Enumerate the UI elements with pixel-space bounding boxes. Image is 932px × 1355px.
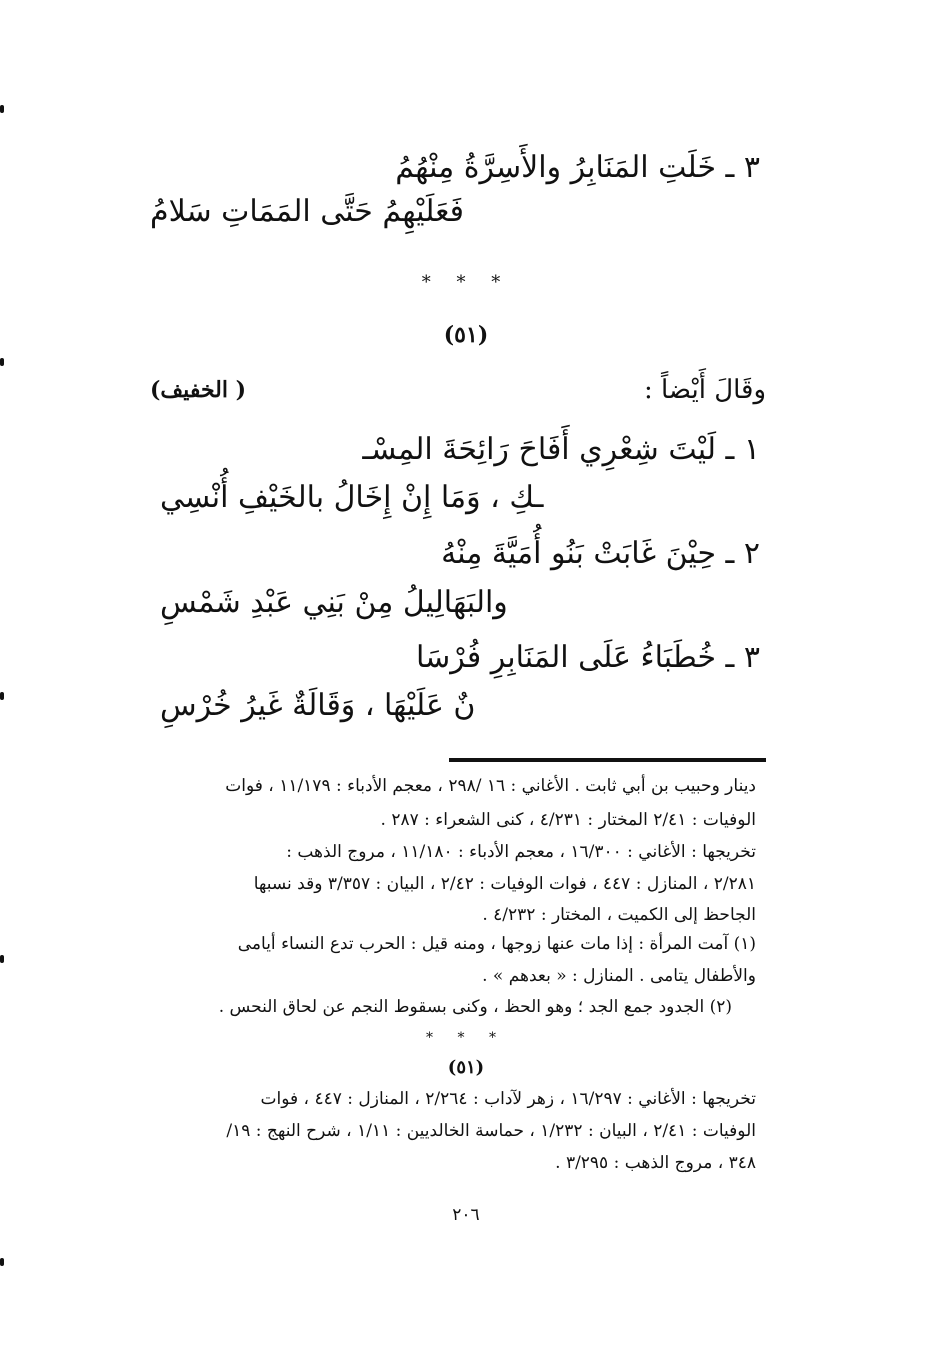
page-number: ٢٠٦: [452, 1205, 480, 1225]
poem50-verse3-second-hemistich: فَعَلَيْهِمُ حَتَّى المَمَاتِ سَلامُ: [150, 194, 464, 229]
poem-number: (٥١): [443, 322, 489, 348]
poem51-verse2-second-hemistich: والبَهَالِيلُ مِنْ بَنِي عَبْدِ شَمْسِ: [160, 585, 508, 620]
footnote-separator: * * *: [426, 1030, 506, 1046]
footnote-line: دينار وحبيب بن أبي ثابت . الأغاني : ١٦ /٢٩٨ ، معجم الأدباء : ١١/١٧٩ ، فوات: [225, 776, 756, 796]
scan-mark: [0, 955, 4, 963]
footnote-divider: [449, 758, 766, 762]
footnote-poem-number: (٥١): [447, 1057, 485, 1078]
footnote-line: ٢/٢٨١ ، المنازل : ٤٤٧ ، فوات الوفيات : ٢/٤٢ ، البيان : ٣/٣٥٧ وقد نسبها: [253, 874, 756, 894]
poem51-verse3-first-hemistich: ٣ ـ خُطَبَاءُ عَلَى المَنَابِرِ فُرْسَا: [416, 640, 760, 675]
section-separator: * * *: [421, 272, 511, 293]
footnote-line: تخريجها : الأغاني : ١٦/٣٠٠ ، معجم الأدباء : ١١/١٨٠ ، مروج الذهب :: [286, 842, 756, 862]
footnote-1: (١) آمت المرأة : إذا مات عنها زوجها ، ومنه قيل : الحرب تدع النساء أيامى: [237, 934, 756, 954]
scan-mark: [0, 1258, 4, 1266]
scan-mark: [0, 358, 4, 366]
footnote-2: (٢) الجدود جمع الجد ؛ وهو الحظ ، وكنى بسقوط النجم عن لحاق النحس .: [218, 997, 732, 1017]
poem51-verse2-first-hemistich: ٢ ـ حِيْنَ غَابَتْ بَنُو أُمَيَّةَ مِنْهُ: [441, 536, 760, 571]
poem51-verse1-second-hemistich: ـكِ ، وَمَا إِنْ إِخَالُ بالخَيْفِ أُنْسِي: [160, 480, 544, 515]
scan-mark: [0, 105, 4, 113]
footnote-line: الجاحظ إلى الكميت ، المختار : ٤/٢٣٢ .: [482, 905, 756, 925]
footnote-line: الوفيات : ٢/٤١ المختار : ٤/٢٣١ ، كنى الشعراء : ٢٨٧ .: [380, 810, 756, 830]
poem51-intro: وقَالَ أَيْضاً :: [643, 375, 766, 405]
poem51-verse3-second-hemistich: نٌ عَلَيْهَا ، وَقَالَةٌ غَيرُ خُرْسِ: [160, 688, 476, 723]
poem51-meter: ( الخفيف): [150, 377, 247, 403]
footnote-line: تخريجها : الأغاني : ١٦/٢٩٧ ، زهر لآداب : ٢/٢٦٤ ، المنازل : ٤٤٧ ، فوات: [260, 1089, 756, 1109]
footnote-line: والأطفال يتامى . المنازل : « بعدهم » .: [482, 966, 756, 986]
poem51-verse1-first-hemistich: ١ ـ لَيْتَ شِعْرِي أَفَاحَ رَائِحَةَ المِسْـ: [362, 432, 760, 467]
footnote-line: ٣٤٨ ، مروج الذهب : ٣/٢٩٥ .: [555, 1153, 756, 1173]
poem50-verse3-first-hemistich: ٣ ـ خَلَتِ المَنَابِرُ والأَسِرَّةُ مِنْهُمُ: [395, 150, 760, 185]
footnote-line: الوفيات : ٢/٤١ ، البيان : ١/٢٣٢ ، حماسة الخالديين : ١/١١ ، شرح النهج : ١٩/: [226, 1121, 756, 1141]
scan-mark: [0, 692, 4, 700]
